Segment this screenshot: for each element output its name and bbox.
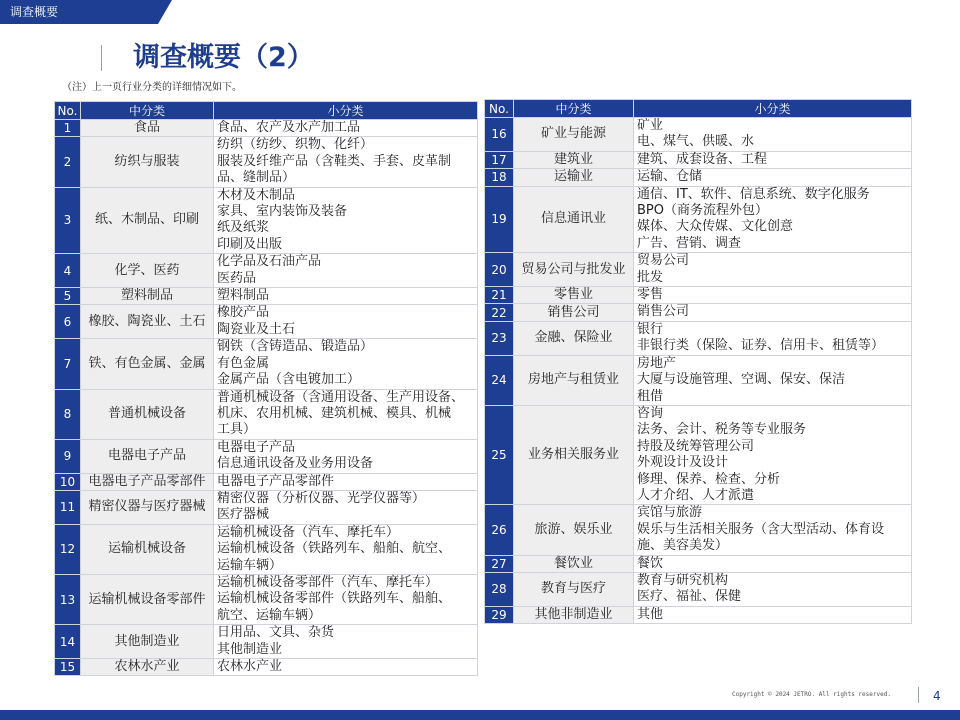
sub-category-line: 家具、室内装饰及装备: [217, 204, 348, 220]
sub-category-cell: [634, 572, 912, 606]
sub-category-line: 其他: [637, 606, 664, 622]
sub-category-line: 钢铁（含铸造品、锻造品）: [217, 339, 374, 355]
sub-category-line: 电器电子产品: [217, 439, 296, 455]
row-number: 2: [55, 137, 81, 187]
footer-bar: [0, 710, 960, 720]
header-sub-category: 小分类: [634, 100, 912, 118]
mid-category-cell: 业务相关服务业: [514, 405, 634, 504]
sub-category-cell: [214, 659, 478, 676]
row-number: 23: [485, 321, 514, 355]
mid-category-cell: 销售公司: [514, 304, 634, 321]
sub-category-cell: [214, 288, 478, 305]
industry-table-right-body: [485, 118, 912, 624]
mid-category-cell: 运输机械设备: [81, 524, 214, 574]
row-number: 10: [55, 473, 81, 490]
sub-category-cell: [634, 405, 912, 504]
sub-category-line: 非银行类（保险、证券、信用卡、租赁等）: [637, 338, 885, 354]
row-number: 15: [55, 659, 81, 676]
table-row: [55, 254, 478, 288]
mid-category-cell: 化学、医药: [81, 254, 214, 288]
sub-category-line: 人才介绍、人才派遣: [637, 487, 755, 503]
sub-category-line: 运输机械设备零部件（汽车、摩托车）: [217, 574, 439, 590]
sub-category-line: 塑料制品: [217, 288, 270, 304]
sub-category-line: 普通机械设备（含通用设备、生产用设备、: [217, 389, 465, 405]
sub-category-line: 贸易公司: [637, 253, 690, 269]
table-row: [485, 555, 912, 572]
sub-category-cell: [634, 555, 912, 572]
sub-category-cell: [634, 355, 912, 405]
sub-category-line: 房地产: [637, 355, 677, 371]
sub-category-line: 品、缝制品）: [217, 170, 296, 186]
mid-category-cell: 纸、木制品、印刷: [81, 187, 214, 254]
sub-category-cell: [634, 606, 912, 623]
table-row: [55, 389, 478, 439]
sub-category-cell: [214, 490, 478, 524]
row-number: 11: [55, 490, 81, 524]
mid-category-cell: 塑料制品: [81, 288, 214, 305]
sub-category-line: 纺织（纺纱、织物、化纤）: [217, 137, 374, 153]
sub-category-cell: [634, 287, 912, 304]
sub-category-line: 运输车辆）: [217, 557, 283, 573]
sub-category-cell: [634, 118, 912, 152]
sub-category-line: 医疗器械: [217, 507, 270, 523]
table-header-row: [55, 102, 478, 120]
row-number: 1: [55, 120, 81, 137]
title-divider: [101, 45, 102, 71]
row-number: 20: [485, 253, 514, 287]
header-no: No.: [485, 100, 514, 118]
sub-category-line: 橡胶产品: [217, 305, 270, 321]
sub-category-line: 农林水产业: [217, 659, 283, 674]
row-number: 7: [55, 339, 81, 389]
table-row: [485, 355, 912, 405]
mid-category-cell: 橡胶、陶瓷业、土石: [81, 305, 214, 339]
mid-category-cell: 电器电子产品: [81, 439, 214, 473]
sub-category-line: 咨询: [637, 405, 664, 421]
footer-divider: [918, 687, 919, 703]
row-number: 18: [485, 169, 514, 186]
mid-category-cell: 信息通讯业: [514, 186, 634, 253]
sub-category-line: 运输机械设备（铁路列车、船舶、航空、: [217, 541, 452, 557]
sub-category-line: 电、煤气、供暖、水: [637, 134, 755, 150]
sub-category-line: 施、美容美发）: [637, 538, 729, 554]
mid-category-cell: 电器电子产品零部件: [81, 473, 214, 490]
mid-category-cell: 房地产与租赁业: [514, 355, 634, 405]
table-row: [55, 288, 478, 305]
sub-category-line: 大厦与设施管理、空调、保安、保洁: [637, 372, 846, 388]
page-title: 调查概要（2）: [133, 42, 314, 73]
sub-category-line: BPO（商务流程外包）: [637, 203, 768, 219]
page-number: 4: [933, 689, 941, 703]
mid-category-cell: 纺织与服装: [81, 137, 214, 187]
table-row: [55, 339, 478, 389]
mid-category-cell: 食品: [81, 120, 214, 137]
sub-category-cell: [214, 389, 478, 439]
table-row: [485, 505, 912, 555]
row-number: 16: [485, 118, 514, 152]
table-row: [485, 287, 912, 304]
sub-category-cell: [214, 574, 478, 624]
table-row: [55, 524, 478, 574]
header-no: No.: [55, 102, 81, 120]
sub-category-line: 销售公司: [637, 304, 690, 320]
mid-category-cell: 普通机械设备: [81, 389, 214, 439]
row-number: 6: [55, 305, 81, 339]
table-row: [485, 405, 912, 504]
sub-category-line: 零售: [637, 287, 664, 303]
sub-category-line: 陶瓷业及土石: [217, 321, 296, 337]
header-mid-category: 中分类: [81, 102, 214, 120]
header-mid-category: 中分类: [514, 100, 634, 118]
row-number: 5: [55, 288, 81, 305]
table-row: [55, 120, 478, 137]
table-row: [485, 572, 912, 606]
sub-category-line: 有色金属: [217, 355, 270, 371]
sub-category-line: 运输、仓储: [637, 169, 703, 185]
page-note: （注）上一页行业分类的详细情况如下。: [62, 82, 242, 93]
row-number: 25: [485, 405, 514, 504]
sub-category-line: 租借: [637, 388, 664, 404]
sub-category-cell: [214, 625, 478, 659]
sub-category-cell: [214, 187, 478, 254]
sub-category-line: 运输机械设备（汽车、摩托车）: [217, 524, 400, 540]
sub-category-line: 矿业: [637, 118, 664, 133]
row-number: 12: [55, 524, 81, 574]
table-row: [55, 439, 478, 473]
section-tab: [0, 0, 172, 24]
sub-category-line: 日用品、文具、杂货: [217, 625, 335, 641]
row-number: 8: [55, 389, 81, 439]
mid-category-cell: 运输机械设备零部件: [81, 574, 214, 624]
sub-category-line: 化学品及石油产品: [217, 254, 322, 270]
table-row: [55, 625, 478, 659]
row-number: 13: [55, 574, 81, 624]
sub-category-cell: [214, 439, 478, 473]
table-row: [55, 137, 478, 187]
section-tab-label: 调查概要: [10, 5, 59, 19]
sub-category-cell: [214, 120, 478, 137]
table-row: [485, 186, 912, 253]
sub-category-line: 广告、营销、调查: [637, 235, 742, 251]
table-row: [55, 305, 478, 339]
table-row: [485, 169, 912, 186]
row-number: 24: [485, 355, 514, 405]
mid-category-cell: 运输业: [514, 169, 634, 186]
sub-category-line: 医药品: [217, 270, 257, 286]
sub-category-line: 运输机械设备零部件（铁路列车、船舶、: [217, 591, 452, 607]
row-number: 29: [485, 606, 514, 623]
mid-category-cell: 其他非制造业: [514, 606, 634, 623]
sub-category-line: 教育与研究机构: [637, 572, 729, 588]
mid-category-cell: 教育与医疗: [514, 572, 634, 606]
sub-category-line: 纸及纸浆: [217, 220, 270, 236]
row-number: 28: [485, 572, 514, 606]
sub-category-line: 印刷及出版: [217, 236, 283, 252]
sub-category-line: 餐饮: [637, 555, 664, 571]
table-row: [485, 304, 912, 321]
sub-category-line: 精密仪器（分析仪器、光学仪器等）: [217, 490, 426, 506]
table-row: [55, 659, 478, 676]
sub-category-cell: [634, 253, 912, 287]
row-number: 4: [55, 254, 81, 288]
row-number: 27: [485, 555, 514, 572]
row-number: 26: [485, 505, 514, 555]
sub-category-cell: [634, 304, 912, 321]
sub-category-line: 娱乐与生活相关服务（含大型活动、体育设: [637, 521, 885, 537]
table-row: [55, 574, 478, 624]
mid-category-cell: 零售业: [514, 287, 634, 304]
table-row: [55, 490, 478, 524]
row-number: 3: [55, 187, 81, 254]
sub-category-cell: [214, 305, 478, 339]
mid-category-cell: 餐饮业: [514, 555, 634, 572]
mid-category-cell: 旅游、娱乐业: [514, 505, 634, 555]
mid-category-cell: 铁、有色金属、金属: [81, 339, 214, 389]
row-number: 17: [485, 151, 514, 168]
sub-category-cell: [214, 254, 478, 288]
row-number: 22: [485, 304, 514, 321]
sub-category-cell: [634, 505, 912, 555]
industry-table-right: [484, 99, 912, 624]
sub-category-line: 其他制造业: [217, 641, 283, 657]
mid-category-cell: 其他制造业: [81, 625, 214, 659]
table-row: [55, 473, 478, 490]
industry-table-left: [54, 101, 478, 676]
table-row: [485, 118, 912, 152]
sub-category-line: 服装及纤维产品（含鞋类、手套、皮革制: [217, 153, 452, 169]
mid-category-cell: 精密仪器与医疗器械: [81, 490, 214, 524]
table-row: [55, 187, 478, 254]
sub-category-line: 批发: [637, 269, 664, 285]
industry-table-left-body: [55, 120, 478, 676]
sub-category-line: 持股及统筹管理公司: [637, 438, 755, 454]
row-number: 21: [485, 287, 514, 304]
table-header-row: [485, 100, 912, 118]
mid-category-cell: 贸易公司与批发业: [514, 253, 634, 287]
sub-category-line: 医疗、福祉、保健: [637, 589, 742, 605]
sub-category-line: 工具）: [217, 422, 257, 438]
sub-category-cell: [634, 169, 912, 186]
sub-category-line: 食品、农产及水产加工品: [217, 120, 361, 135]
sub-category-line: 信息通讯设备及业务用设备: [217, 456, 374, 472]
header-sub-category: 小分类: [214, 102, 478, 120]
table-row: [485, 253, 912, 287]
row-number: 14: [55, 625, 81, 659]
sub-category-line: 金属产品（含电镀加工）: [217, 372, 361, 388]
sub-category-cell: [214, 137, 478, 187]
table-row: [485, 321, 912, 355]
sub-category-line: 航空、运输车辆）: [217, 607, 322, 623]
mid-category-cell: 矿业与能源: [514, 118, 634, 152]
sub-category-cell: [634, 186, 912, 253]
sub-category-line: 电器电子产品零部件: [217, 473, 335, 489]
sub-category-line: 修理、保养、检查、分析: [637, 471, 781, 487]
sub-category-line: 宾馆与旅游: [637, 505, 703, 521]
sub-category-cell: [214, 339, 478, 389]
table-row: [485, 606, 912, 623]
mid-category-cell: 金融、保险业: [514, 321, 634, 355]
sub-category-cell: [634, 321, 912, 355]
sub-category-line: 媒体、大众传媒、文化创意: [637, 219, 794, 235]
row-number: 9: [55, 439, 81, 473]
sub-category-line: 机床、农用机械、建筑机械、模具、机械: [217, 405, 452, 421]
sub-category-line: 银行: [637, 321, 664, 337]
sub-category-line: 木材及木制品: [217, 187, 296, 203]
sub-category-cell: [214, 473, 478, 490]
row-number: 19: [485, 186, 514, 253]
sub-category-cell: [214, 524, 478, 574]
sub-category-line: 通信、IT、软件、信息系统、数字化服务: [637, 186, 870, 202]
sub-category-cell: [634, 151, 912, 168]
mid-category-cell: 建筑业: [514, 151, 634, 168]
sub-category-line: 建筑、成套设备、工程: [637, 151, 768, 167]
sub-category-line: 外观设计及设计: [637, 455, 729, 471]
table-row: [485, 151, 912, 168]
copyright-text: Copyright © 2024 JETRO. All rights reserved.: [732, 691, 891, 698]
sub-category-line: 法务、会计、税务等专业服务: [637, 422, 807, 438]
mid-category-cell: 农林水产业: [81, 659, 214, 676]
